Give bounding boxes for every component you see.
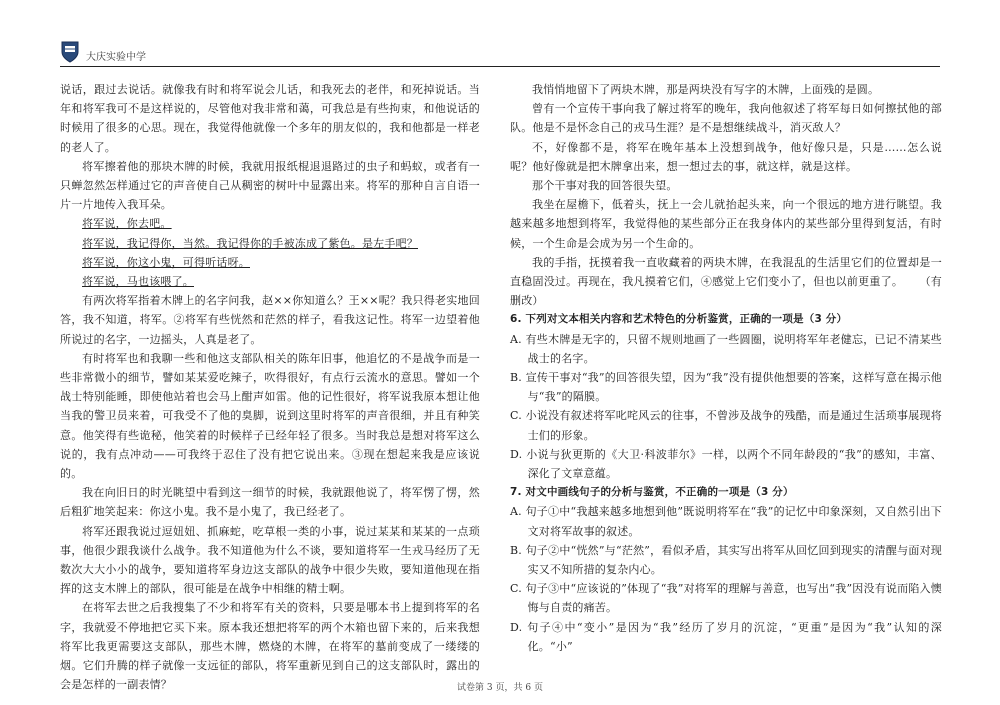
- question-6-option-b: B. 宣传干事对“我”的回答很失望，因为“我”没有提供他想要的答案，这样写意在揭示他与“我”的隔膜。: [510, 371, 942, 404]
- question-6-title: 6. 下列对文本相关内容和艺术特色的分析鉴赏，正确的一项是（3 分）: [510, 313, 848, 326]
- paragraph: 说话，跟过去说话。就像我有时和将军说会儿话，和我死去的老伴，和死掉说话。当年和将军我可不是这样说的，尽管他对我非常和蔼，可我总是有些拘束，和他说话的时候用了很多的心思。现在，我觉得他就像一个多年的朋友似的，我和他都是一样老的老人了。: [60, 83, 480, 154]
- question-6-option-a: A. 有些木牌是无字的，只留不规则地画了一些圆圈，说明将军年老健忘，已记不清某些战士的名字。: [510, 332, 942, 365]
- paragraph: 我坐在屋檐下，低着头，抚上一会儿就抬起头来，向一个很远的地方进行眺望。我越来越多地想到将军，我觉得他的某些部分正在我身体内的某些部分里得到复活，有时候，一个生命是会成为另一个生命的。: [510, 198, 942, 250]
- question-7-title: 7. 对文中画线句子的分析与鉴赏，不正确的一项是（3 分）: [510, 486, 794, 499]
- left-column: [60, 80, 480, 695]
- paragraph: 我在向旧日的时光眺望中看到这一细节的时候，我就跟他说了，将军愣了愣，然后粗犷地笑起来：你这小鬼。我不是小鬼了，我已经老了。: [60, 486, 480, 519]
- school-name: 大庆实验中学: [86, 52, 146, 63]
- question-6-option-d: D. 小说与狄更斯的《大卫·科波菲尔》一样，以两个不同年龄段的“我”的感知，丰富、深化了文章意蕴。: [510, 447, 942, 481]
- paragraph: 将军擦着他的那块木牌的时候，我就用报纸棍退退路过的虫子和蚂蚁，或者有一只蝉忽然怎样通过它的声音使自己从稠密的树叶中显露出来。将军的那种自言自语一片一片地传入我耳朵。: [60, 159, 480, 212]
- question-7-option-a: A. 句子①中“我越来越多地想到他”既说明将军在“我”的记忆中印象深刻，又自然引出下文对将军故事的叙述。: [510, 505, 942, 538]
- question-7-option-d: D. 句子④中“变小”是因为“我”经历了岁月的沉淀，“更重”是因为“我”认知的深化。“小”: [510, 620, 942, 653]
- paragraph: 有两次将军指着木牌上的名字问我，赵××你知道么？王××呢？我只得老实地回答，我不知道，将军。②将军有些恍然和茫然的样子，看我这记性。将军一边望着他所说过的名字，一边摇头，人真是老了。: [60, 294, 480, 346]
- quote-line: 将军说，马也该喂了。: [82, 275, 194, 289]
- paragraph: 有时将军也和我聊一些和他这支部队相关的陈年旧事，他追忆的不是战争而是一些非常微小的细节，譬如某某爱吃辣子，吹得很好，有点行云流水的意思。譬如一个战士特别能睡，即使他站着也会马上酣声如雷。他的记性很好，将军说我原本想让他当我的警卫员来着，可我受不了他的臭脚，说到这里时将军的声音很细，并且有种笑意。他笑得有些诡秘，他笑着的时候样子已经年轻了很多。当时我总是想对将军这么说的，我有点冲动——可我终于忍住了没有把它说出来。③现在想起来我是应该说的。: [60, 351, 480, 481]
- quote-line: 将军说，我记得你，当然。我记得你的手被冻成了紫色。是左手吧？: [82, 236, 418, 250]
- page-header: [60, 40, 940, 67]
- source-note: （有删改）: [510, 275, 942, 308]
- paragraph: 曾有一个宣传干事向我了解过将军的晚年，我向他叙述了将军每日如何擦拭他的部队。他是不是怀念自己的戎马生涯？是不是想继续战斗，消灭敌人？: [510, 102, 942, 135]
- question-6-option-c: C. 小说没有叙述将军叱咤风云的往事，不曾涉及战争的残酷，而是通过生活琐事展现将士们的形象。: [510, 409, 942, 442]
- quote-line: 将军说，你这小鬼，可得听话呀。: [82, 255, 250, 269]
- quote-line: 将军说，你去吧。: [82, 217, 172, 231]
- page-footer: 试卷第 3 页，共 6 页: [457, 683, 543, 693]
- paragraph: 我的手指，抚摸着我一直收藏着的两块木牌，在我混乱的生活里它们的位置却是一直稳固没过。再现在，我凡摸着它们，④感觉上它们变小了，但也以前更重了。 （有删改）: [510, 255, 942, 308]
- paragraph: 那个干事对我的回答很失望。: [532, 179, 678, 193]
- paragraph: 在将军去世之后我搜集了不少和将军有关的资料，只要是哪本书上提到将军的名字，我就爱不停地把它买下来。原本我还想把将军的两个木箱也留下来的，后来我想将军比我更需要这支部队，那些木牌，燃烧的木牌，在将军的墓前变成了一缕缕的烟。它们升腾的样子就像一支远征的部队，将军重新见到自己的这支部队时，露出的会是怎样的一副表情？: [60, 601, 480, 692]
- paragraph: 我悄悄地留下了两块木牌，那是两块没有写字的木牌，上面残的是圆。: [532, 83, 880, 96]
- question-7-option-b: B. 句子②中“恍然”与“茫然”，看似矛盾，其实写出将军从回忆回到现实的清醒与面对现实又不知所措的复杂内心。: [510, 543, 942, 577]
- school-shield-icon: [60, 40, 80, 64]
- paragraph: 将军还跟我说过逗妞妞、抓麻蛇，吃草根一类的小事，说过某某和某某的一点琐事，他很少跟我谈什么战争。我不知道他为什么不谈，要知道将军一生戎马经历了无数次大大小小的战争，要知道将军身边这支部队的战争中很少失败，要知道他现在指挥的这支木牌上的部队，很可能是在战争中相继的精士啊。: [60, 524, 480, 596]
- paragraph: 不，好像都不是，将军在晚年基本上没想到战争，他好像只是，只是……怎么说呢？他好像就是把木牌拿出来，想一想过去的事，就这样，就是这样。: [510, 140, 942, 173]
- question-7-option-c: C. 句子③中“应该说的”体现了“我”对将军的理解与善意，也写出“我”因没有说而陷入懊悔与自责的痛苦。: [510, 582, 942, 615]
- right-column: [510, 80, 942, 656]
